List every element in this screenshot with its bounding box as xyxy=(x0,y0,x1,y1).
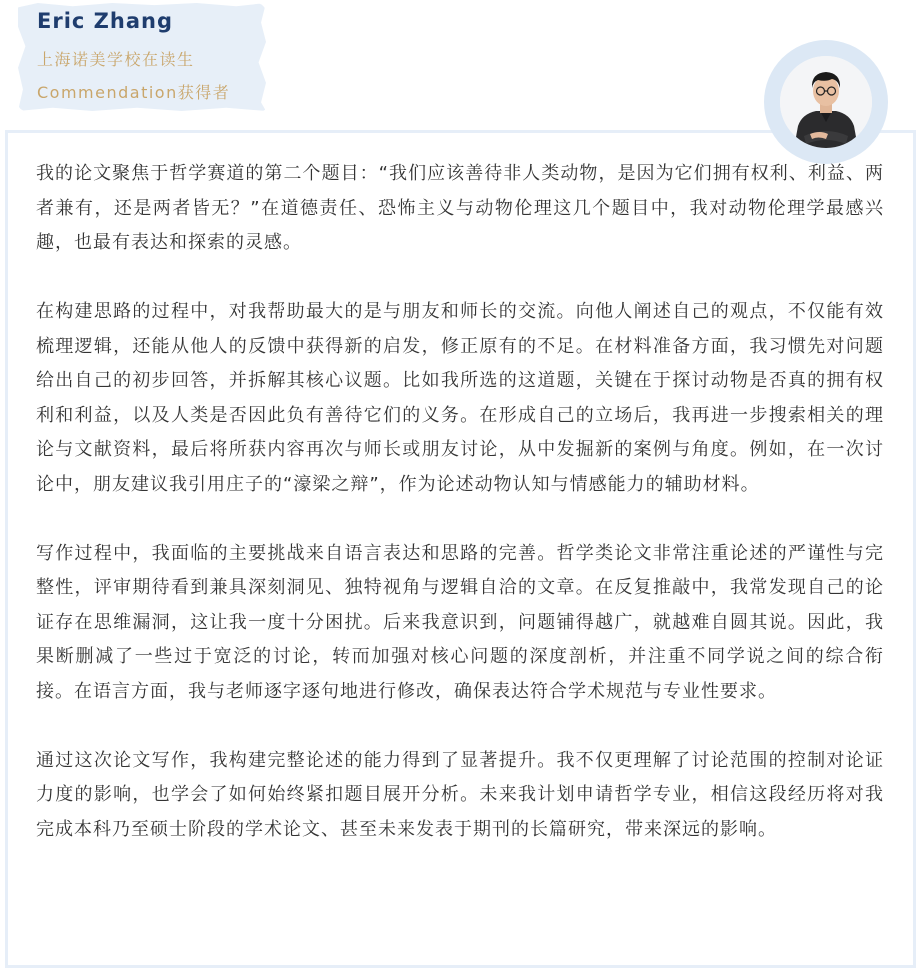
paragraph-4: 通过这次论文写作，我构建完整论述的能力得到了显著提升。我不仅更理解了讨论范围的控制对论证力度的影响，也学会了如何始终紧扣题目展开分析。未来我计划申请哲学专业，相信这段经历将对我完成本科乃至硕士阶段的学术论文、甚至未来发表于期刊的长篇研究，带来深远的影响。 xyxy=(36,749,884,840)
paragraph-3: 写作过程中，我面临的主要挑战来自语言表达和思路的完善。哲学类论文非常注重论述的严谨性与完整性，评审期待看到兼具深刻洞见、独特视角与逻辑自洽的文章。在反复推敲中，我常发现自己的论证存在思维漏洞，这让我一度十分困扰。后来我意识到，问题铺得越广，就越难自圆其说。因此，我果断删减了一些过于宽泛的讨论，转而加强对核心问题的深度剖析，并注重不同学说之间的综合衔接。在语言方面，我与老师逐字逐句地进行修改，确保表达符合学术规范与专业性要求。 xyxy=(36,542,884,702)
paragraph-1: 我的论文聚焦于哲学赛道的第二个题目：“我们应该善待非人类动物，是因为它们拥有权利、利益、两者兼有，还是两者皆无？”在道德责任、恐怖主义与动物伦理这几个题目中，我对动物伦理学最感兴趣，也最有表达和探索的灵感。 xyxy=(36,163,884,253)
student-award: Commendation获得者 xyxy=(37,83,231,102)
student-school: 上海诺美学校在读生 xyxy=(37,50,195,69)
avatar xyxy=(780,56,872,148)
paragraph-2: 在构建思路的过程中，对我帮助最大的是与朋友和师长的交流。向他人阐述自己的观点，不仅能有效梳理逻辑，还能从他人的反馈中获得新的启发，修正原有的不足。在材料准备方面，我习惯先对问题给出自己的初步回答，并拆解其核心议题。比如我所选的这道题，关键在于探讨动物是否真的拥有权利和利益，以及人类是否因此负有善待它们的义务。在形成自己的立场后，我再进一步搜索相关的理论与文献资料，最后将所获内容再次与师长或朋友讨论，从中发掘新的案例与角度。例如，在一次讨论中，朋友建议我引用庄子的“濠梁之辩”，作为论述动物认知与情感能力的辅助材料。 xyxy=(36,301,884,495)
article-body xyxy=(36,157,884,847)
student-portrait-icon xyxy=(780,56,872,148)
student-name: Eric Zhang xyxy=(37,9,173,33)
